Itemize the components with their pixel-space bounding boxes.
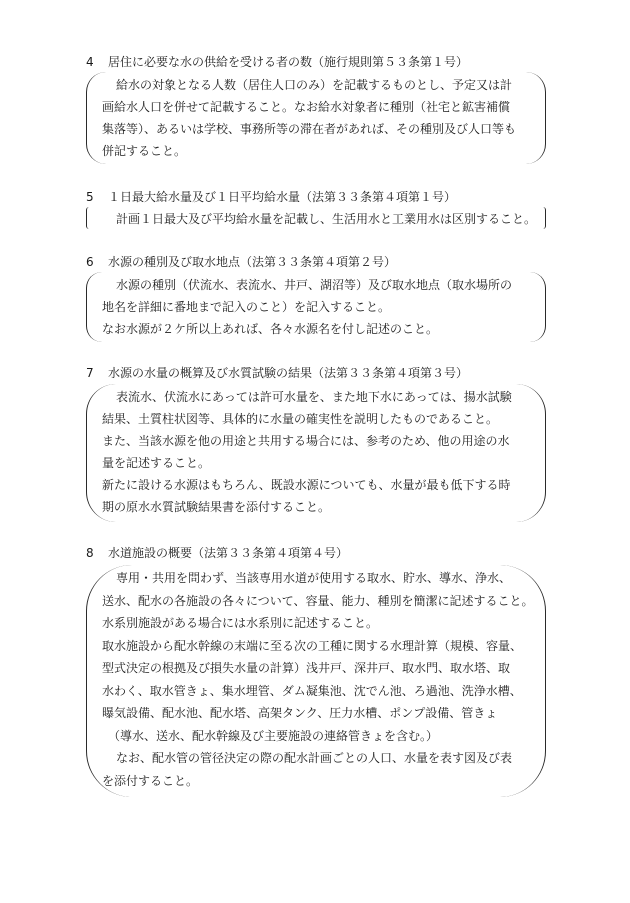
section-number: 4 xyxy=(86,55,94,69)
body-line: 集落等）、あるいは学校、事務所等の滞在者があれば、その種別及び人口等も xyxy=(102,122,517,136)
body-line: 型式決定の根拠及び損失水量の計算）浅井戸、深井戸、取水門、取水塔、取 xyxy=(102,661,511,675)
section-heading: 水源の水量の概算及び水質試験の結果（法第３３条第４項第３号） xyxy=(108,366,469,380)
section-6-title xyxy=(86,254,396,270)
section-heading: 水道施設の概要（法第３３条第４項第４号） xyxy=(108,546,349,560)
body-line: また、当該水源を他の用途と共用する場合には、参考のため、他の用途の水 xyxy=(102,434,510,448)
body-line: 併記すること。 xyxy=(102,144,187,158)
section-heading: １日最大給水量及び１日平均給水量（法第３３条第４項第１号） xyxy=(108,190,457,204)
body-line: 新たに設ける水源はもちろん、既設水源についても、水量が最も低下する時 xyxy=(102,478,511,492)
section-8-title xyxy=(86,545,348,561)
body-line: 計画１日最大及び平均給水量を記載し、生活用水と工業用水は区別すること。 xyxy=(116,212,537,226)
body-line: 送水、配水の各施設の各々について、容量、能力、種別を簡潔に記述すること。 xyxy=(102,593,534,608)
section-heading: 居住に必要な水の供給を受ける者の数（施行規則第５３条第１号） xyxy=(108,55,469,69)
body-line: 結果、土質柱状図等、具体的に水量の確実性を説明したものであること。 xyxy=(102,412,499,426)
section-number: 7 xyxy=(86,366,94,380)
body-line: 専用・共用を問わず、当該専用水道が使用する取水、貯水、導水、浄水、 xyxy=(116,571,512,585)
section-number: 5 xyxy=(86,190,94,204)
body-line: 曝気設備、配水池、配水塔、高架タンク、圧力水槽、ポンプ設備、管きょ xyxy=(102,706,498,720)
body-line: なお水源が２ケ所以上あれば、各々水源名を付し記述のこと。 xyxy=(102,322,439,336)
body-line: 期の原水水質試験結果書を添付すること。 xyxy=(102,500,331,514)
body-line: （導水、送水、配水幹線及び主要施設の連絡管きょを含む。） xyxy=(108,728,439,743)
body-line: 取水施設から配水幹線の末端に至る次の工種に関する水理計算（規模、容量、 xyxy=(102,638,523,653)
section-number: 6 xyxy=(86,255,94,269)
body-line: 給水の対象となる人数（居住人口のみ）を記載するものとし、予定又は計 xyxy=(116,78,513,92)
section-heading: 水源の種別及び取水地点（法第３３条第４項第２号） xyxy=(108,255,397,269)
section-number: 8 xyxy=(86,546,94,560)
body-line: なお、配水管の管径決定の際の配水計画ごとの人口、水量を表す図及び表 xyxy=(116,751,513,765)
body-line: 表流水、伏流水にあっては許可水量を、また地下水にあっては、揚水試験 xyxy=(116,390,512,404)
body-line: 地名を詳細に番地まで記入のこと）を記入すること。 xyxy=(102,300,391,314)
section-4-body xyxy=(102,74,516,162)
section-6-body xyxy=(102,274,512,340)
body-line: 水系別施設がある場合には水系別に記述すること。 xyxy=(102,616,379,630)
body-line: 水わく、取水管きょ、集水埋管、ダム凝集池、沈でん池、ろ過池、洗浄水槽、 xyxy=(102,683,522,698)
section-7-title xyxy=(86,365,468,381)
section-5-title xyxy=(86,189,456,205)
body-line: 水源の種別（伏流水、表流水、井戸、湖沼等）及び取水地点（取水場所の xyxy=(116,278,513,292)
body-line: 画給水人口を併せて記載すること。なお給水対象者に種別（社宅と鉱害補償 xyxy=(102,100,511,114)
section-4-title xyxy=(86,54,468,70)
section-5-body xyxy=(102,209,536,229)
section-7-body xyxy=(102,386,512,518)
section-8-body xyxy=(102,567,534,792)
body-line: を添付すること。 xyxy=(102,773,199,788)
body-line: 量を記述すること。 xyxy=(102,456,211,470)
